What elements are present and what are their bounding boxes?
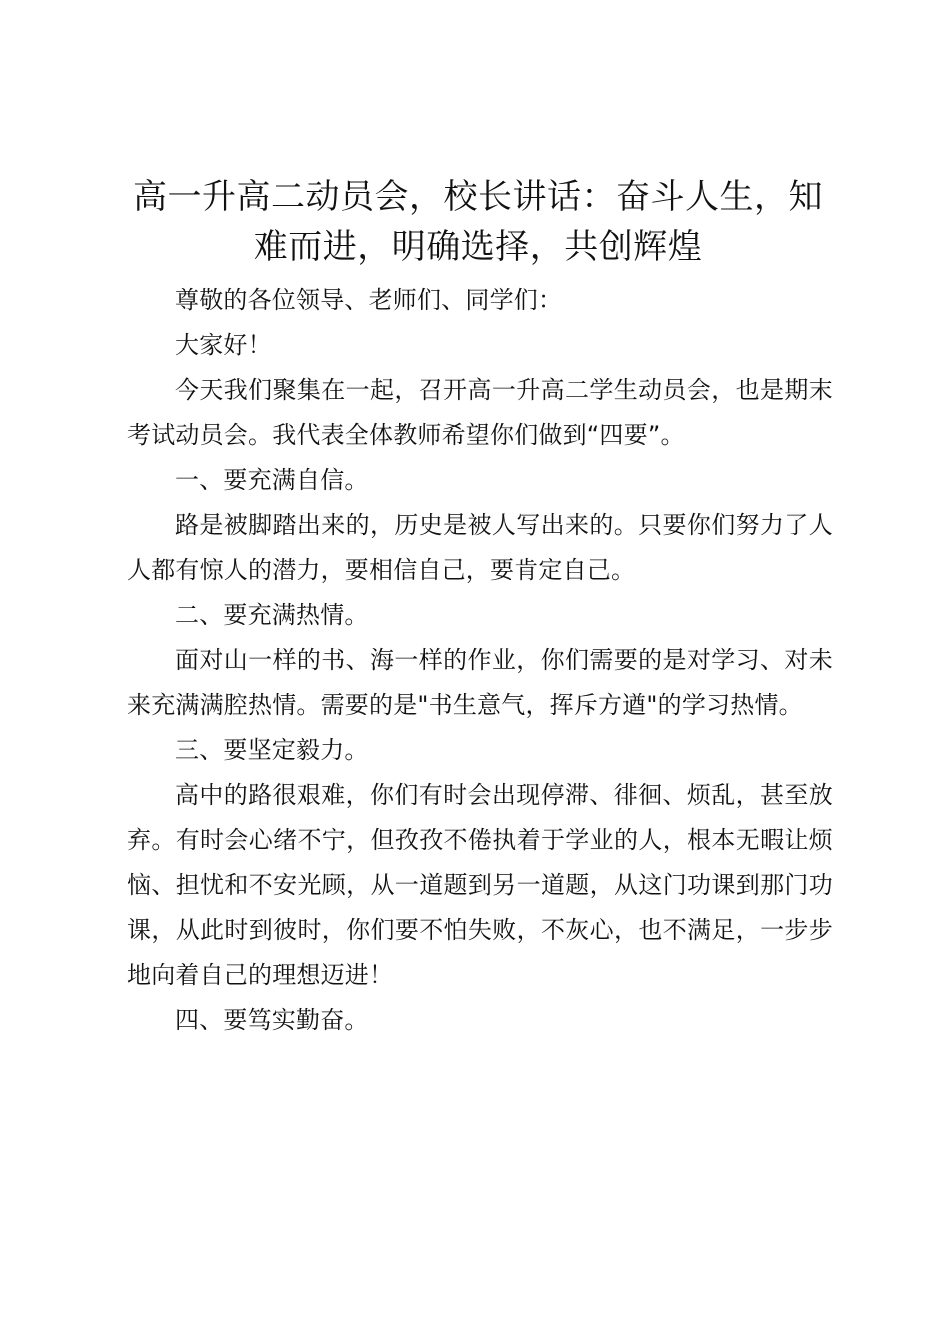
section-heading-2: 二、要充满热情。	[175, 601, 369, 629]
section-paragraph-1: 路是被脚踏出来的，历史是被人写出来的。只要你们努力了人人都有惊人的潜力，要相信自己，要肯定自己。	[127, 511, 833, 584]
section-paragraph-2: 面对山一样的书、海一样的作业，你们需要的是对学习、对未来充满满腔热情。需要的是"书生意气，挥斥方遒"的学习热情。	[127, 646, 833, 719]
intro-paragraph: 今天我们聚集在一起，召开高一升高二学生动员会，也是期末考试动员会。我代表全体教师希望你们做到“四要”。	[127, 376, 833, 449]
document-title: 高一升高二动员会，校长讲话：奋斗人生，知难而进，明确选择，共创辉煌	[133, 177, 823, 267]
document-body	[127, 278, 833, 1043]
salutation: 尊敬的各位领导、老师们、同学们：	[175, 286, 563, 314]
greeting: 大家好！	[175, 331, 272, 359]
section-paragraph-3: 高中的路很艰难，你们有时会出现停滞、徘徊、烦乱，甚至放弃。有时会心绪不宁，但孜孜不倦执着于学业的人，根本无暇让烦恼、担忧和不安光顾，从一道题到另一道题，从这门功课到那门功课，从此时到彼时，你们要不怕失败，不灰心，也不满足，一步步地向着自己的理想迈进！	[127, 781, 833, 989]
section-heading-1: 一、要充满自信。	[175, 466, 369, 494]
section-heading-3: 三、要坚定毅力。	[175, 736, 369, 764]
section-heading-4: 四、要笃实勤奋。	[175, 1006, 369, 1034]
